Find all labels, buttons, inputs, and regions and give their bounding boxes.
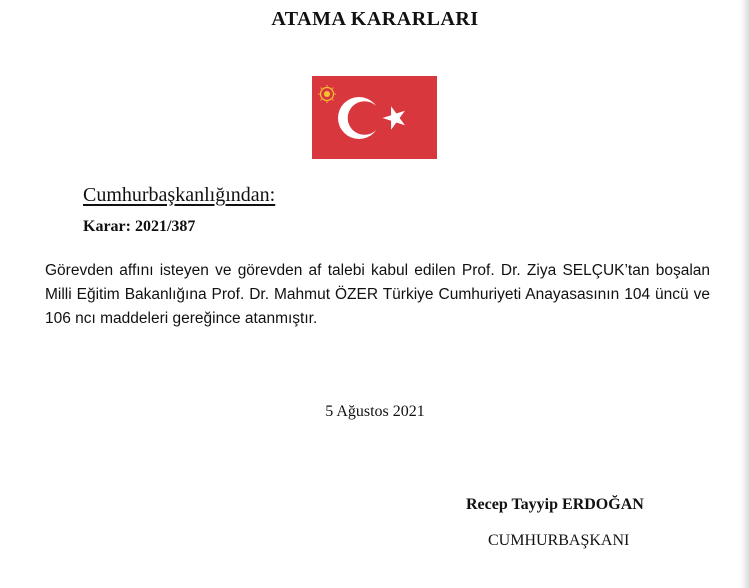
document-title: ATAMA KARARLARI: [271, 8, 479, 30]
issuer-heading: Cumhurbaşkanlığından:: [83, 184, 276, 206]
decision-number: Karar: 2021/387: [83, 218, 196, 235]
turkish-flag-icon: [312, 76, 437, 159]
decree-body: Görevden affını isteyen ve görevden af talebi kabul edilen Prof. Dr. Ziya SELÇUK’tan boşalan Milli Eğitim Bakanlığına Prof. Dr. Mahmut ÖZER Türkiye Cumhuriyeti Anayasasının 104 üncü ve 106 ncı maddeleri gereğince atanmıştır.: [45, 262, 710, 327]
page-edge-shadow: [740, 0, 750, 588]
decree-date: 5 Ağustos 2021: [325, 403, 425, 420]
crescent-inner: [348, 101, 382, 135]
presidential-seal-icon: [318, 85, 336, 103]
signatory-name: Recep Tayyip ERDOĞAN: [466, 496, 644, 513]
signatory-title: CUMHURBAŞKANI: [488, 532, 630, 549]
